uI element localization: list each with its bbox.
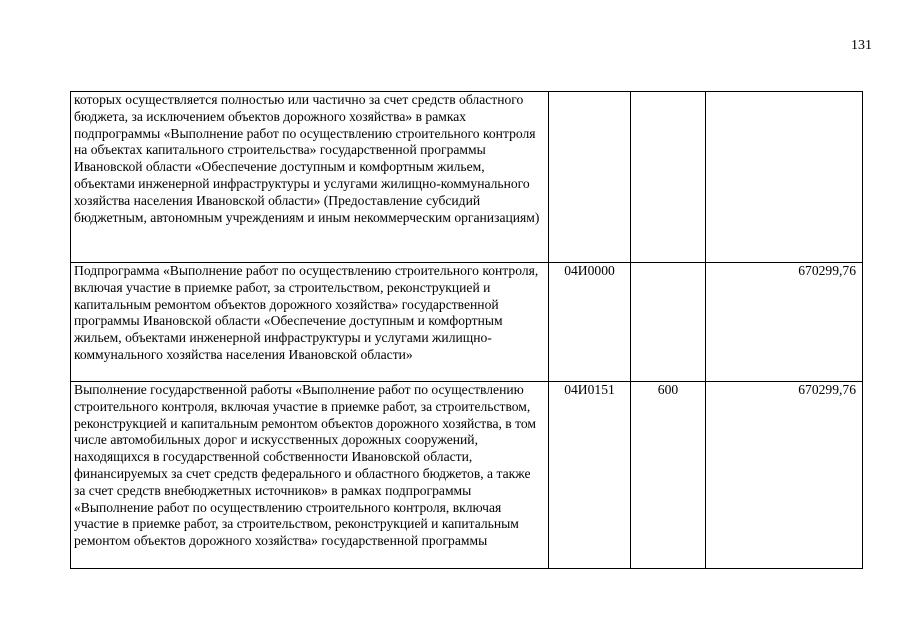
row-name-cell: которых осуществляется полностью или частично за счет средств областного бюджета, за исключением объектов дорожного хозяйства» в рамках подпрограммы «Выполнение работ по осуществлению строительного контроля на объектах капитального строительства» государственной программы Ивановской области «Обеспечение доступным и комфортным жильем, объектами инженерной инфраструктуры и услугами жилищно-коммунального хозяйства населения Ивановской области» (Предоставление субсидий бюджетным, автономным учреждениям и иным некоммерческим организациям) bbox=[71, 92, 549, 263]
amount-cell: 670299,76 bbox=[706, 263, 863, 382]
row-name-cell: Подпрограмма «Выполнение работ по осуществлению строительного контроля, включая участие в приемке работ, за строительством, реконструкцией и капитальным ремонтом объектов дорожного хозяйства» государственной программы Ивановской области «Обеспечение доступным и комфортным жильем, объектами инженерной инфраструктуры и услугами жилищно-коммунального хозяйства населения Ивановской области» bbox=[71, 263, 549, 382]
table-row bbox=[71, 382, 863, 569]
expense-type-cell bbox=[631, 263, 706, 382]
budget-table bbox=[70, 91, 863, 569]
amount-cell bbox=[706, 92, 863, 263]
table-row bbox=[71, 92, 863, 263]
expense-type-cell bbox=[631, 92, 706, 263]
page-number: 131 bbox=[851, 38, 872, 53]
target-article-cell: 04И0000 bbox=[549, 263, 631, 382]
row-name-cell: Выполнение государственной работы «Выполнение работ по осуществлению строительного контроля, включая участие в приемке работ, за строительством, реконструкцией и капитальным ремонтом объектов дорожного хозяйства, в том числе автомобильных дорог и искусственных дорожных сооружений, находящихся в государственной собственности Ивановской области, финансируемых за счет средств федерального и областного бюджетов, а также за счет средств внебюджетных источников» в рамках подпрограммы «Выполнение работ по осуществлению строительного контроля, включая участие в приемке работ, за строительством, реконструкцией и капитальным ремонтом объектов дорожного хозяйства» государственной программы bbox=[71, 382, 549, 569]
expense-type-cell: 600 bbox=[631, 382, 706, 569]
target-article-cell: 04И0151 bbox=[549, 382, 631, 569]
table-row bbox=[71, 263, 863, 382]
amount-cell: 670299,76 bbox=[706, 382, 863, 569]
target-article-cell bbox=[549, 92, 631, 263]
